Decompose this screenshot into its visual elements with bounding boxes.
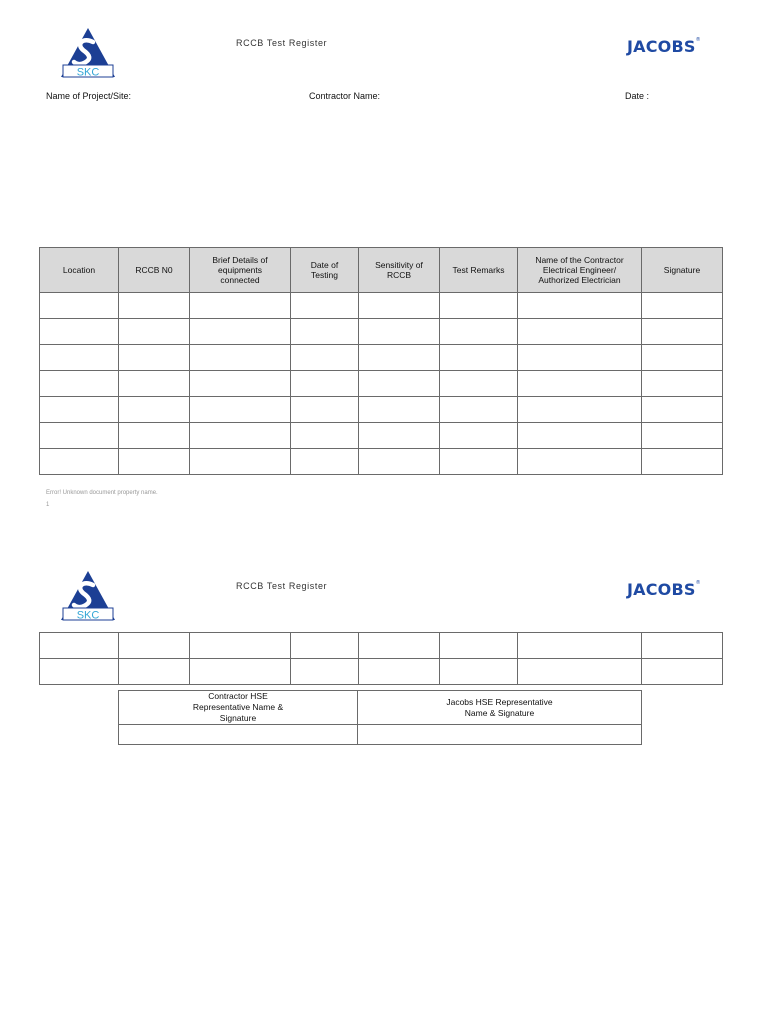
table-cell[interactable] — [518, 319, 642, 345]
table-row — [40, 659, 723, 685]
table-cell[interactable] — [440, 371, 518, 397]
table-header-row — [40, 248, 723, 293]
table-cell[interactable] — [440, 659, 518, 685]
col-header-engineer-name: Name of the Contractor Electrical Engineer/ Authorized Electrician — [518, 248, 642, 293]
contractor-name-label: Contractor Name: — [309, 91, 381, 101]
table-cell[interactable] — [518, 633, 642, 659]
page-title: RCCB Test Register — [236, 581, 328, 591]
table-row — [40, 345, 723, 371]
col-header-date-of-testing: Date of Testing — [291, 248, 359, 293]
project-site-label: Name of Project/Site: — [46, 91, 132, 101]
table-cell[interactable] — [440, 397, 518, 423]
table-row — [40, 423, 723, 449]
table-cell[interactable] — [440, 449, 518, 475]
jacobs-logo — [627, 37, 701, 56]
table-cell[interactable] — [40, 371, 119, 397]
table-cell[interactable] — [119, 659, 190, 685]
table-cell[interactable] — [119, 633, 190, 659]
table-row — [40, 633, 723, 659]
table-cell[interactable] — [518, 659, 642, 685]
table-cell[interactable] — [642, 633, 723, 659]
skc-logo — [59, 27, 117, 84]
page-title: RCCB Test Register — [236, 38, 328, 48]
table-cell[interactable] — [359, 397, 440, 423]
table-cell[interactable] — [291, 345, 359, 371]
registered-mark: ® — [695, 580, 701, 586]
rccb-register-table — [39, 247, 723, 475]
table-cell[interactable] — [40, 659, 119, 685]
table-cell[interactable] — [642, 449, 723, 475]
table-cell[interactable] — [119, 371, 190, 397]
table-cell[interactable] — [190, 319, 291, 345]
table-cell[interactable] — [440, 345, 518, 371]
date-label: Date : — [625, 91, 650, 101]
table-cell[interactable] — [190, 449, 291, 475]
table-cell[interactable] — [119, 319, 190, 345]
table-cell[interactable] — [291, 659, 359, 685]
skc-logo-icon — [59, 27, 117, 79]
table-cell[interactable] — [518, 345, 642, 371]
table-cell[interactable] — [440, 293, 518, 319]
table-cell[interactable] — [40, 319, 119, 345]
table-row — [40, 319, 723, 345]
table-cell[interactable] — [642, 423, 723, 449]
table-cell[interactable] — [40, 345, 119, 371]
table-cell[interactable] — [119, 449, 190, 475]
table-cell[interactable] — [642, 397, 723, 423]
footer-error-text: Error! Unknown document property name. — [46, 490, 158, 496]
table-cell[interactable] — [440, 319, 518, 345]
table-row — [40, 397, 723, 423]
table-cell[interactable] — [359, 293, 440, 319]
table-cell[interactable] — [518, 423, 642, 449]
table-cell[interactable] — [518, 449, 642, 475]
table-cell[interactable] — [642, 293, 723, 319]
table-cell[interactable] — [291, 423, 359, 449]
table-cell[interactable] — [440, 423, 518, 449]
rccb-register-table-continued — [39, 632, 723, 685]
table-cell[interactable] — [190, 659, 291, 685]
table-cell[interactable] — [40, 293, 119, 319]
table-cell[interactable] — [190, 397, 291, 423]
col-header-location: Location — [40, 248, 119, 293]
col-header-equipment-details: Brief Details of equipments connected — [190, 248, 291, 293]
skc-logo-icon — [59, 570, 117, 622]
table-cell[interactable] — [642, 659, 723, 685]
page-number: 1 — [46, 502, 50, 508]
signature-row — [119, 725, 642, 745]
table-cell[interactable] — [190, 293, 291, 319]
table-cell[interactable] — [119, 397, 190, 423]
table-cell[interactable] — [119, 423, 190, 449]
signature-header-row — [119, 691, 642, 725]
table-cell[interactable] — [40, 449, 119, 475]
table-cell[interactable] — [190, 423, 291, 449]
col-header-signature: Signature — [642, 248, 723, 293]
table-cell[interactable] — [440, 633, 518, 659]
table-cell[interactable] — [190, 633, 291, 659]
contractor-hse-signature-field[interactable] — [119, 725, 358, 745]
jacobs-hse-signature-field[interactable] — [358, 725, 642, 745]
table-cell[interactable] — [190, 345, 291, 371]
table-cell[interactable] — [359, 319, 440, 345]
table-cell[interactable] — [518, 371, 642, 397]
col-header-rccb-no: RCCB N0 — [119, 248, 190, 293]
table-cell[interactable] — [359, 659, 440, 685]
table-cell[interactable] — [40, 397, 119, 423]
table-cell[interactable] — [359, 371, 440, 397]
table-cell[interactable] — [119, 345, 190, 371]
table-cell[interactable] — [359, 449, 440, 475]
table-cell[interactable] — [518, 397, 642, 423]
table-cell[interactable] — [642, 319, 723, 345]
jacobs-logo-text: JACOBS — [627, 37, 696, 56]
table-cell[interactable] — [359, 345, 440, 371]
table-row — [40, 449, 723, 475]
table-cell[interactable] — [190, 371, 291, 397]
table-cell[interactable] — [291, 371, 359, 397]
jacobs-hse-label: Jacobs HSE Representative Name & Signature — [358, 691, 642, 725]
signature-table — [118, 690, 642, 745]
jacobs-logo — [627, 580, 701, 599]
table-cell[interactable] — [40, 633, 119, 659]
table-cell[interactable] — [291, 633, 359, 659]
table-row — [40, 371, 723, 397]
table-cell[interactable] — [40, 423, 119, 449]
skc-logo-text: SKC — [76, 66, 100, 79]
table-cell[interactable] — [359, 423, 440, 449]
table-row — [40, 293, 723, 319]
table-cell[interactable] — [642, 371, 723, 397]
col-header-test-remarks: Test Remarks — [440, 248, 518, 293]
col-header-sensitivity: Sensitivity of RCCB — [359, 248, 440, 293]
table-cell[interactable] — [119, 293, 190, 319]
jacobs-logo-text: JACOBS — [627, 580, 696, 599]
registered-mark: ® — [695, 37, 701, 43]
table-cell[interactable] — [291, 449, 359, 475]
table-cell[interactable] — [291, 319, 359, 345]
table-cell[interactable] — [291, 293, 359, 319]
skc-logo — [59, 570, 117, 627]
table-cell[interactable] — [359, 633, 440, 659]
table-cell[interactable] — [518, 293, 642, 319]
table-cell[interactable] — [291, 397, 359, 423]
table-cell[interactable] — [642, 345, 723, 371]
skc-logo-text: SKC — [76, 609, 100, 622]
contractor-hse-label: Contractor HSE Representative Name & Signature — [119, 691, 358, 725]
